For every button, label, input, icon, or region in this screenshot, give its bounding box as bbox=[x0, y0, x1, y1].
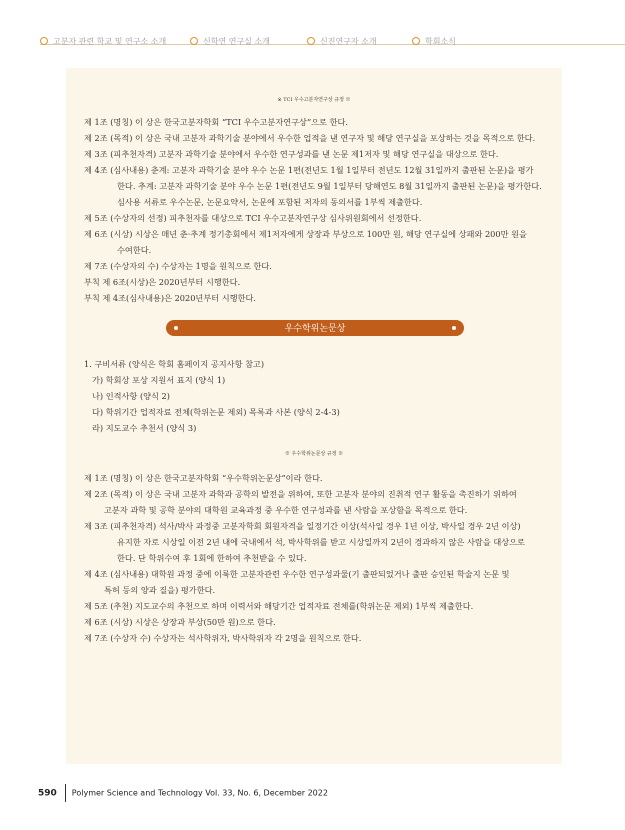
nav-item-label: 신진연구자 소개 bbox=[320, 37, 377, 46]
rule-line: 심사용 서류로 우수논문, 논문요약서, 논문에 포함된 저자의 동의서를 1부씩 제출한다. bbox=[117, 197, 423, 207]
section-title-thesis-award: ※ 우수학위논문상 규정 ※ bbox=[284, 451, 344, 457]
page-number: 590 bbox=[38, 788, 57, 799]
rule-line: 부칙 제 6조(시상)은 2020년부터 시행한다. bbox=[84, 277, 241, 287]
circle-bullet-icon bbox=[412, 37, 420, 45]
circle-bullet-icon bbox=[40, 37, 48, 45]
rule-line: 한다. 단 학위수여 후 1회에 한하여 추천받을 수 있다. bbox=[117, 553, 307, 563]
nav-item-researchers[interactable] bbox=[307, 36, 377, 47]
rule-line: 제 1조 (명칭) 이 상은 한국고분자학회 “TCI 우수고분자연구상”으로 한다. bbox=[84, 117, 348, 127]
docs-line: 라) 지도교수 추천서 (양식 3) bbox=[92, 423, 197, 433]
rule-line: 제 1조 (명칭) 이 상은 한국고분자학회 “우수학위논문상”이라 한다. bbox=[84, 473, 323, 483]
rule-line: 유지한 자로 시상일 이전 2년 내에 국내에서 석, 박사학위를 받고 시상일까지 2년이 경과하지 않은 사람을 대상으로 bbox=[117, 537, 525, 547]
nav-item-label: 학회소식 bbox=[425, 37, 456, 46]
banner-title: 우수학위논문상 bbox=[284, 324, 346, 334]
rule-line: 제 3조 (피추천자격) 석사/박사 과정중 고분자학회 회원자격을 일정기간 이상(석사일 경우 1년 이상, 박사일 경우 2년 이상) bbox=[84, 521, 521, 531]
nav-item-label: 신학연 연구실 소개 bbox=[203, 37, 270, 46]
circle-bullet-icon bbox=[190, 37, 198, 45]
rule-line: 제 2조 (목적) 이 상은 국내 고분자 과학과 공학의 발전을 위하여, 또한 고분자 분야의 진취적 연구 활동을 촉진하기 위하여 bbox=[84, 489, 517, 499]
journal-info: Polymer Science and Technology Vol. 33, No. 6, December 2022 bbox=[71, 788, 328, 798]
docs-line: 가) 학회상 포상 지원서 표지 (양식 1) bbox=[92, 375, 226, 385]
rule-line: 제 6조 (시상) 시상은 매년 춘·추계 정기총회에서 제1저자에게 상장과 부상으로 100만 원, 해당 연구실에 상패와 200만 원을 bbox=[84, 229, 527, 239]
docs-line: 다) 학위기간 업적자료 전체(학위논문 제외) 목록과 사본 (양식 2-4-3) bbox=[92, 407, 340, 417]
top-navigation bbox=[0, 34, 625, 54]
nav-item-label: 고분자 관련 학교 및 연구소 소개 bbox=[53, 37, 167, 46]
rule-line: 특허 등의 양과 질을) 평가한다. bbox=[104, 585, 216, 595]
docs-line: 1. 구비서류 (양식은 학회 홈페이지 공지사항 참고) bbox=[84, 359, 265, 369]
rule-line: 한다. 추계: 고분자 과학기술 분야 우수 논문 1편(전년도 9월 1일부터 당해연도 8월 31일까지 출판된 논문)을 평가한다. bbox=[117, 181, 542, 191]
nav-item-labs[interactable] bbox=[190, 36, 270, 47]
banner-dot-icon bbox=[452, 326, 456, 330]
footer-divider bbox=[65, 784, 66, 802]
section-title-tci-award: ※ TCI 우수고분자연구상 규정 ※ bbox=[277, 97, 351, 103]
rule-line: 고분자 과학 및 공학 분야의 대학원 교육과정 중 우수한 연구성과를 낸 사람을 포상함을 목적으로 한다. bbox=[104, 505, 468, 515]
rule-line: 제 2조 (목적) 이 상은 국내 고분자 과학기술 분야에서 우수한 업적을 낸 연구자 및 해당 연구실을 포상하는 것을 목적으로 한다. bbox=[84, 133, 536, 143]
rule-line: 제 7조 (수상자의 수) 수상자는 1명을 원칙으로 한다. bbox=[84, 261, 272, 271]
rule-line: 제 5조 (수상자의 선정) 피추천자를 대상으로 TCI 우수고분자연구상 심사위원회에서 선정한다. bbox=[84, 213, 422, 223]
rule-line: 제 4조 (심사내용) 춘계: 고분자 과학기술 분야 우수 논문 1편(전년도 1월 1일부터 전년도 12월 31일까지 출판된 논문)을 평가 bbox=[84, 165, 534, 175]
circle-bullet-icon bbox=[307, 37, 315, 45]
rule-line: 부칙 제 4조(심사내용)은 2020년부터 시행한다. bbox=[84, 293, 256, 303]
rule-line: 제 4조 (심사내용) 대학원 과정 중에 이룩한 고분자관련 우수한 연구성과물(기 출판되었거나 출판 승인된 학술지 논문 및 bbox=[84, 569, 510, 579]
rule-line: 제 7조 (수상자 수) 수상자는 석사학위자, 박사학위자 각 2명을 원칙으로 한다. bbox=[84, 633, 362, 643]
docs-line: 나) 인적사항 (양식 2) bbox=[92, 391, 170, 401]
section-banner-thesis-award bbox=[166, 320, 464, 336]
content-panel bbox=[66, 68, 562, 764]
page-footer bbox=[38, 784, 328, 802]
rule-line: 제 5조 (추천) 지도교수의 추천으로 하며 이력서와 해당기간 업적자료 전체를(학위논문 제외) 1부씩 제출한다. bbox=[84, 601, 474, 611]
nav-item-news[interactable] bbox=[412, 36, 456, 47]
nav-item-schools[interactable] bbox=[40, 36, 166, 47]
rule-line: 제 6조 (시상) 시상은 상장과 부상(50만 원)으로 한다. bbox=[84, 617, 276, 627]
rule-line: 제 3조 (피추천자격) 고분자 과학기술 분야에서 우수한 연구성과를 낸 논문 제1저자 및 해당 연구실을 대상으로 한다. bbox=[84, 149, 499, 159]
rule-line: 수여한다. bbox=[117, 245, 152, 255]
